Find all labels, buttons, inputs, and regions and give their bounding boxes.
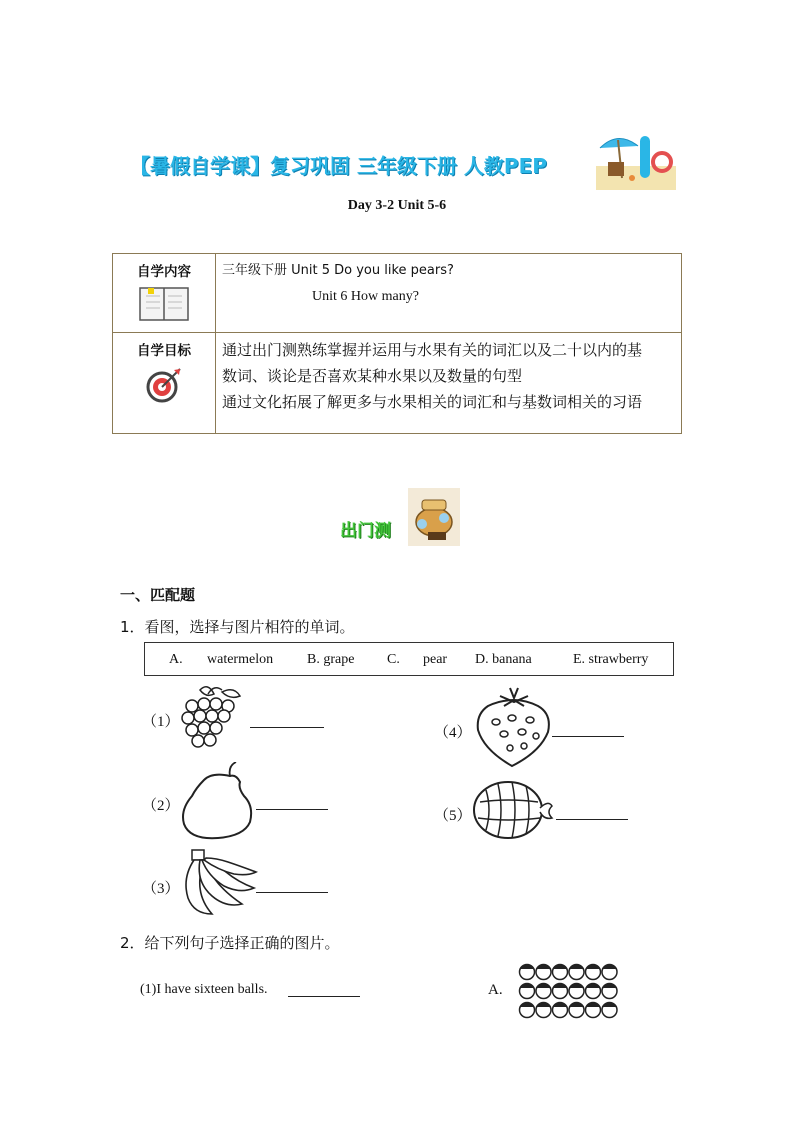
question-1-prompt: 1．看图，选择与图片相符的单词。 [120,618,355,636]
study-content-label-cell [113,254,216,333]
word-options-box [144,642,674,676]
study-content-cell [216,254,682,333]
study-goal-line1: 通过出门测熟练掌握并运用与水果有关的词汇以及二十以内的基 [222,341,643,359]
item-5-answer-blank[interactable] [556,819,628,820]
banner-title: 【暑假自学课】复习巩固 三年级下册 人教PEP [130,154,547,178]
study-goal-line3: 通过文化拓展了解更多与水果相关的词汇和与基数词相关的习语 [222,393,643,411]
target-icon [144,365,184,405]
item-3-answer-blank[interactable] [256,892,328,893]
grape-icon [178,684,248,752]
pear-icon [183,775,251,839]
q2-option-a-label: A. [488,982,503,998]
exit-test-title: 出门测 [340,521,391,541]
item-4-number: （4） [434,725,472,741]
study-info-table [112,253,682,434]
beach-illustration-icon [596,128,676,190]
study-goal-cell [216,333,682,434]
option-a-word: watermelon [207,652,274,667]
item-2-number: （2） [142,798,180,814]
option-c-word: pear [423,652,448,667]
item-1-answer-blank[interactable] [250,727,324,728]
pear-stem [230,762,236,776]
option-c-letter: C. [387,652,400,667]
item-4-answer-blank[interactable] [552,736,624,737]
banana-icon [178,848,258,918]
teapot-illustration-icon [408,488,460,546]
day-unit-subtitle: Day 3-2 Unit 5-6 [347,198,447,213]
study-content-label: 自学内容 [137,264,191,280]
watermelon-icon [472,778,556,842]
study-goal-label-cell [113,333,216,434]
option-e: E. strawberry [573,652,649,667]
q2-answer-blank[interactable] [288,996,360,997]
section-heading-matching: 一、匹配题 [120,586,196,604]
item-5-number: （5） [434,808,472,824]
item-3-number: （3） [142,881,180,897]
q2-sentence-1: (1)I have sixteen balls. [140,982,268,997]
study-goal-line2: 数词、谈论是否喜欢某种水果以及数量的句型 [222,367,523,385]
item-1-number: （1） [142,714,180,730]
option-d: D. banana [475,652,532,667]
strawberry-icon [474,686,554,770]
study-content-line2: Unit 6 How many? [312,289,419,304]
balls-grid-icon [518,962,620,1020]
item-2-answer-blank[interactable] [256,809,328,810]
option-b: B. grape [307,652,355,667]
option-a-letter: A. [169,652,183,667]
notebook-icon [138,286,190,322]
study-goal-label: 自学目标 [137,343,191,359]
question-2-prompt: 2．给下列句子选择正确的图片。 [120,934,340,952]
study-content-line1: 三年级下册 Unit 5 Do you like pears? [222,263,454,278]
